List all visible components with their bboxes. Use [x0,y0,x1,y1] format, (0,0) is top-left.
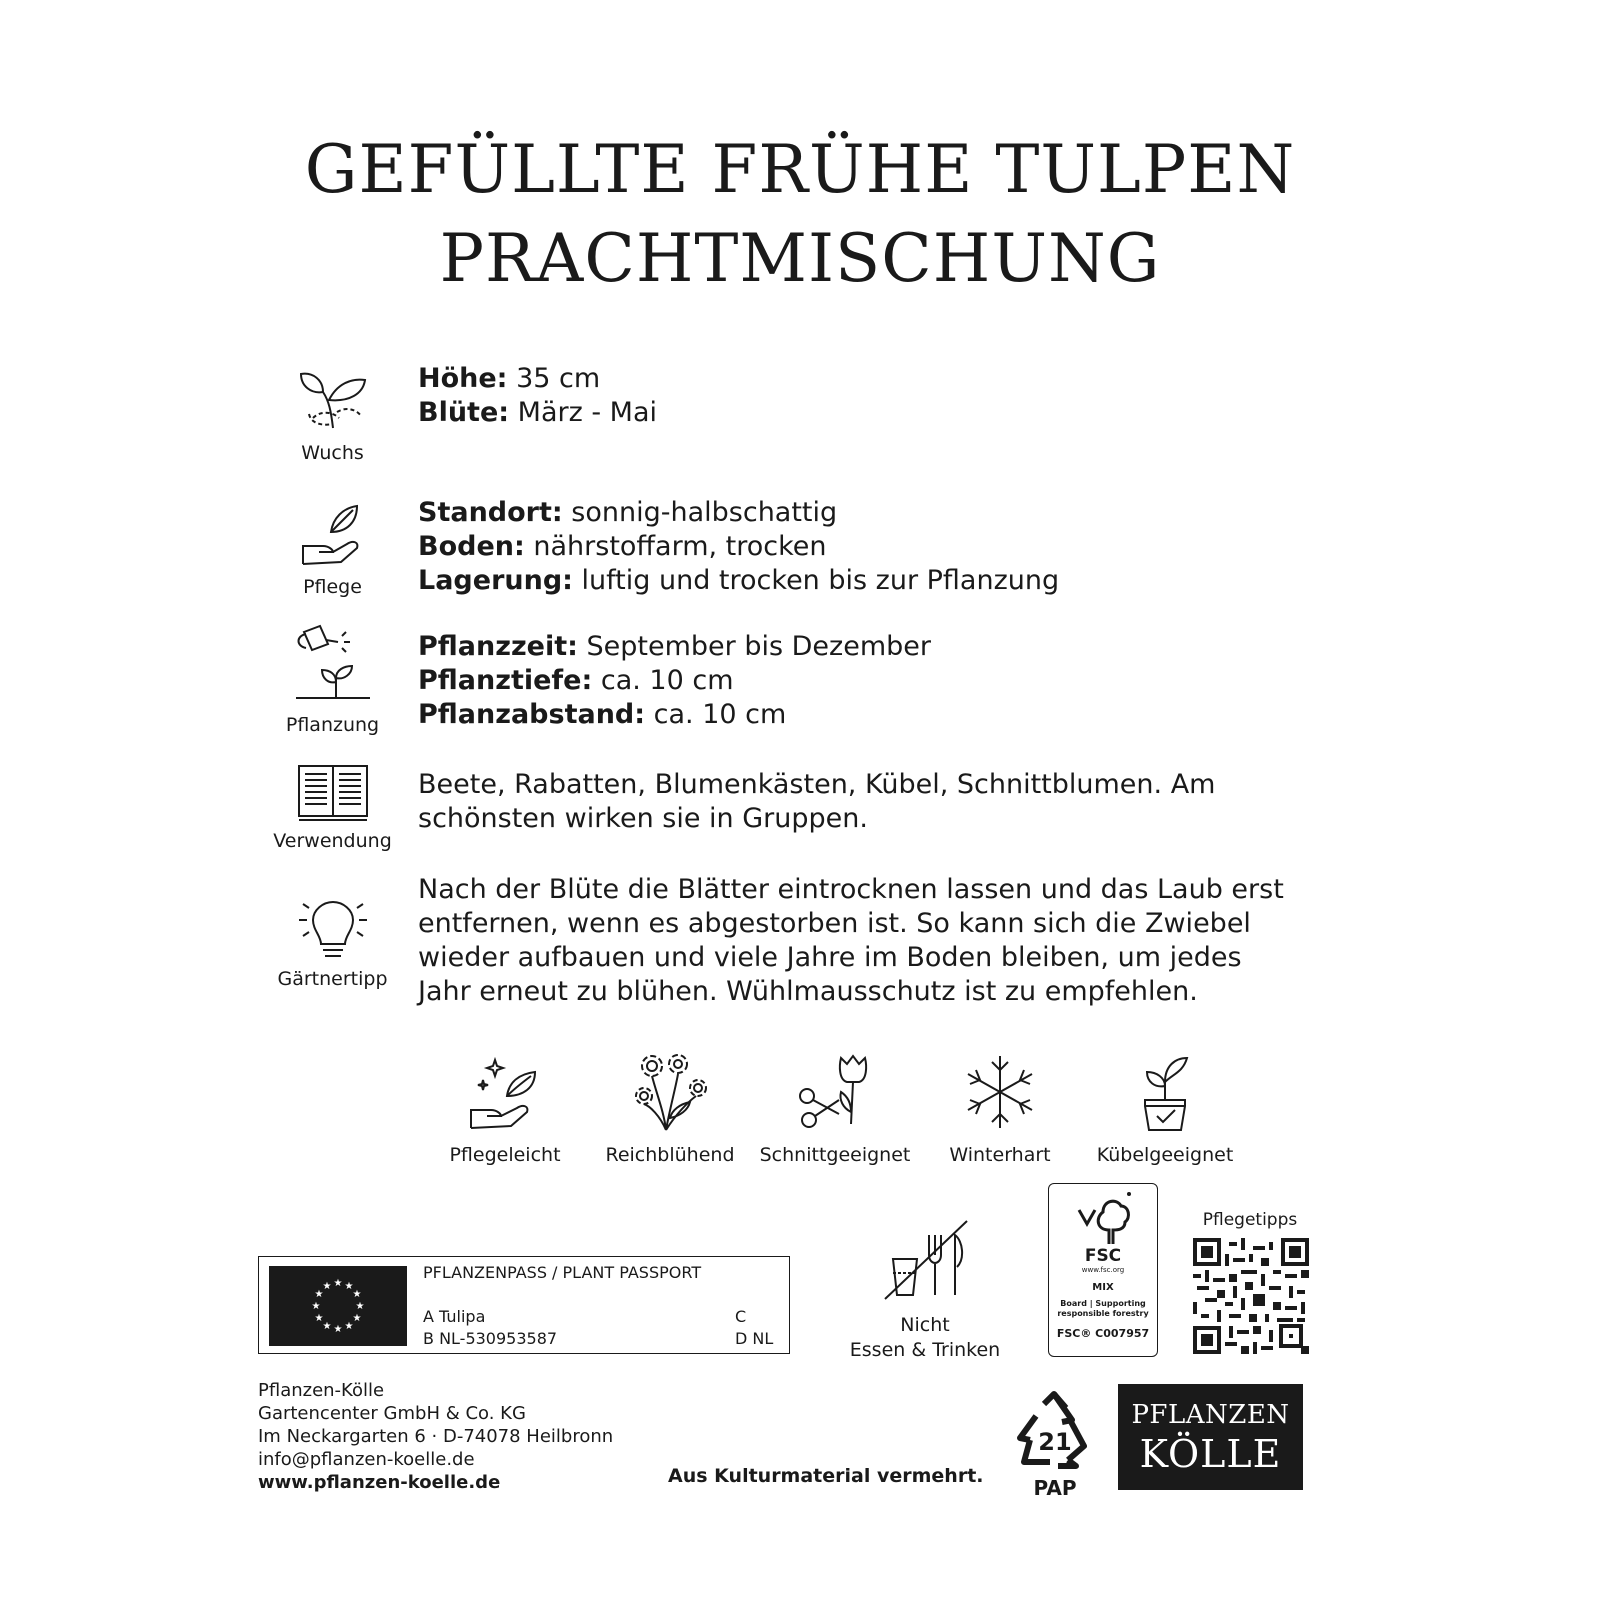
info-value: luftig und trocken bis zur Pflanzung [572,565,1060,596]
eu-stars-icon [269,1266,407,1346]
page-title-line1: GEFÜLLTE FRÜHE TULPEN [304,131,1296,208]
section-pflanzung-caption: Pflanzung [285,714,380,736]
info-value: ca. 10 cm [592,665,734,696]
recycling-symbol [1010,1390,1100,1500]
section-verwendung-icon-col [255,762,410,852]
badge-label: Kübelgeeignet [1096,1144,1234,1166]
address-line2: Gartencenter GmbH & Co. KG [258,1403,526,1424]
no-eat-line1: Nicht [900,1314,950,1336]
plant-passport [258,1256,790,1354]
culture-note: Aus Kulturmaterial vermehrt. [668,1465,984,1487]
section-wuchs-caption: Wuchs [301,442,364,464]
section-pflege-icon-col [255,498,410,598]
passport-title: PFLANZENPASS / PLANT PASSPORT [423,1263,702,1282]
eu-flag-icon [269,1266,407,1346]
address-line3: Im Neckargarten 6 · D-74078 Heilbronn [258,1426,614,1447]
badge-kuebelgeeignet [1080,1052,1250,1166]
svg-text:★: ★ [322,1321,332,1332]
section-verwendung-text: Beete, Rabatten, Blumenkästen, Kübel, Schnittblumen. Am schönsten wirken sie in Gruppen. [418,769,1216,834]
info-value: nährstoffarm, trocken [524,531,827,562]
info-row [418,564,1298,598]
fsc-tree-icon [1073,1190,1133,1248]
badge-pflegeleicht [420,1052,590,1166]
svg-text:★: ★ [344,1321,354,1332]
badge-label: Reichblühend [605,1144,735,1166]
address-email[interactable]: info@pflanzen-koelle.de [258,1449,475,1470]
info-row [418,664,1298,698]
info-value: September bis Dezember [577,631,931,662]
fsc-desc-line1: Board | Supporting [1060,1299,1146,1308]
badge-label: Schnittgeeignet [759,1144,911,1166]
info-value: ca. 10 cm [645,699,787,730]
info-label: Standort: [418,497,563,528]
brand-line2: KÖLLE [1139,1432,1282,1476]
fsc-code: FSC® C007957 [1056,1327,1150,1340]
info-row [418,396,1298,430]
fsc-label [1048,1183,1158,1357]
watering-can-icon [288,622,378,708]
info-value: sonnig-halbschattig [562,497,838,528]
hand-leaf-icon [293,498,373,570]
scissors-tulip-icon [795,1052,875,1132]
fsc-url: www.fsc.org [1081,1266,1125,1274]
info-label: Pflanzzeit: [418,631,578,662]
sparkle-hand-icon [465,1052,545,1132]
no-food-icon [877,1215,973,1301]
svg-text:★: ★ [314,1313,324,1324]
potted-plant-icon [1125,1052,1205,1132]
section-pflege-caption: Pflege [303,576,362,598]
info-row [418,630,1298,664]
badge-reichbluehend [585,1052,755,1166]
section-wuchs-info [418,362,1298,430]
address-web[interactable]: www.pflanzen-koelle.de [258,1472,501,1493]
sprout-icon [293,356,373,436]
badge-label: Pflegeleicht [449,1144,561,1166]
svg-text:★: ★ [333,1324,343,1335]
no-eat-line2: Essen & Trinken [849,1339,1001,1361]
info-value: März - Mai [509,397,658,428]
badge-winterhart [915,1052,1085,1166]
section-pflanzung-icon-col [255,622,410,736]
passport-a: A Tulipa [423,1307,486,1326]
info-label: Boden: [418,531,525,562]
address-line1: Pflanzen-Kölle [258,1380,385,1401]
section-verwendung-caption: Verwendung [273,830,392,852]
info-row [418,496,1298,530]
snowflake-icon [960,1052,1040,1132]
info-label: Pflanzabstand: [418,699,646,730]
brand-line1: PFLANZEN [1131,1400,1290,1430]
passport-b: B NL-530953587 [423,1329,558,1348]
brand-logo [1118,1384,1303,1490]
info-value: 35 cm [507,363,601,394]
lightbulb-icon [291,896,375,962]
fsc-desc-line2: responsible forestry [1057,1309,1149,1318]
qr-code[interactable] [1193,1238,1309,1354]
section-gaertnertipp-icon-col [255,896,410,990]
section-pflanzung-info [418,630,1298,732]
company-address [258,1379,613,1494]
info-label: Lagerung: [418,565,573,596]
no-eat-warning [840,1215,1010,1363]
qr-label: Pflegetipps [1202,1210,1298,1230]
passport-d: D NL [735,1329,774,1348]
svg-text:★: ★ [333,1278,343,1289]
section-gaertnertipp-caption: Gärtnertipp [277,968,388,990]
feature-badges [420,1052,1260,1172]
info-label: Blüte: [418,397,510,428]
section-wuchs-icon-col [255,356,410,464]
info-row [418,362,1298,396]
badge-label: Winterhart [949,1144,1051,1166]
svg-text:★: ★ [314,1289,324,1300]
svg-text:★: ★ [352,1289,362,1300]
svg-text:★: ★ [355,1301,365,1312]
recycle-label: PAP [1033,1476,1077,1500]
svg-text:★: ★ [311,1301,321,1312]
flowers-icon [630,1052,710,1132]
fsc-name: FSC [1084,1246,1122,1266]
section-pflege-info [418,496,1298,598]
info-row [418,530,1298,564]
fsc-mix: MIX [1092,1282,1114,1293]
badge-schnittgeeignet [750,1052,920,1166]
svg-text:★: ★ [322,1281,332,1292]
recycle-number: 21 [1038,1428,1072,1456]
page-title-line2: PRACHTMISCHUNG [439,220,1161,297]
svg-text:★: ★ [344,1281,354,1292]
info-label: Höhe: [418,363,508,394]
section-gaertnertipp-text: Nach der Blüte die Blätter eintrocknen lassen und das Laub erst entfernen, wenn es abgestorben ist. So kann sich die Zwiebel wieder aufbauen und viele Jahre im Boden bleiben, um jedes Jahr erneut zu blühen. Wühlmausschutz ist zu empfehlen. [418,874,1284,1007]
book-icon [295,762,371,824]
info-row [418,698,1298,732]
svg-text:★: ★ [352,1313,362,1324]
passport-c: C [735,1307,747,1326]
info-label: Pflanztiefe: [418,665,593,696]
